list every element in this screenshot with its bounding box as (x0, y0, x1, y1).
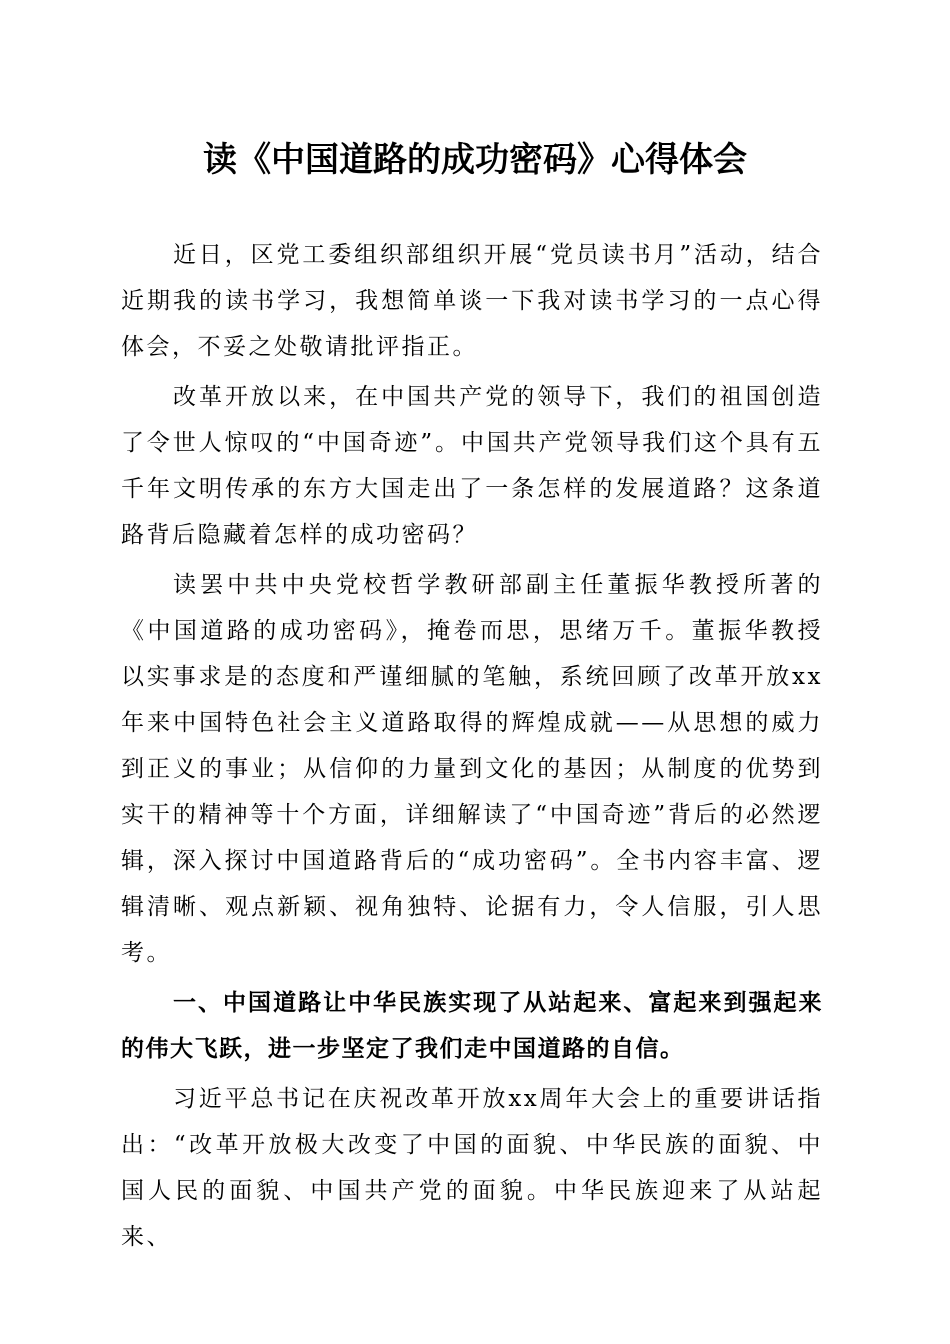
paragraph-section-one: 习近平总书记在庆祝改革开放xx周年大会上的重要讲话指出：“改革开放极大改变了中国的面貌、中华民族的面貌、中国人民的面貌、中国共产党的面貌。中华民族迎来了从站起来、 (121, 1086, 823, 1250)
section-heading: 一、中国道路让中华民族实现了从站起来、富起来到强起来的伟大飞跃，进一步坚定了我们走中国道路的自信。 (121, 990, 823, 1062)
document-body (121, 232, 823, 1264)
paragraph-intro: 近日，区党工委组织部组织开展“党员读书月”活动，结合近期我的读书学习，我想简单谈一下我对读书学习的一点心得体会，不妥之处敬请批评指正。 (121, 242, 823, 360)
document-title: 读《中国道路的成功密码》心得体会 (203, 140, 747, 180)
paragraph-book-review: 读罢中共中央党校哲学教研部副主任董振华教授所著的《中国道路的成功密码》，掩卷而思，思绪万千。董振华教授以实事求是的态度和严谨细腻的笔触，系统回顾了改革开放xx年来中国特色社会主义道路取得的辉煌成就——从思想的威力到正义的事业；从信仰的力量到文化的基因；从制度的优势到实干的精神等十个方面，详细解读了“中国奇迹”背后的必然逻辑，深入探讨中国道路背后的“成功密码”。全书内容丰富、逻辑清晰、观点新颖、视角独特、论据有力，令人信服，引人思考。 (121, 572, 823, 966)
paragraph-background: 改革开放以来，在中国共产党的领导下，我们的祖国创造了令世人惊叹的“中国奇迹”。中国共产党领导我们这个具有五千年文明传承的东方大国走出了一条怎样的发展道路？这条道路背后隐藏着怎样的成功密码？ (121, 384, 823, 548)
